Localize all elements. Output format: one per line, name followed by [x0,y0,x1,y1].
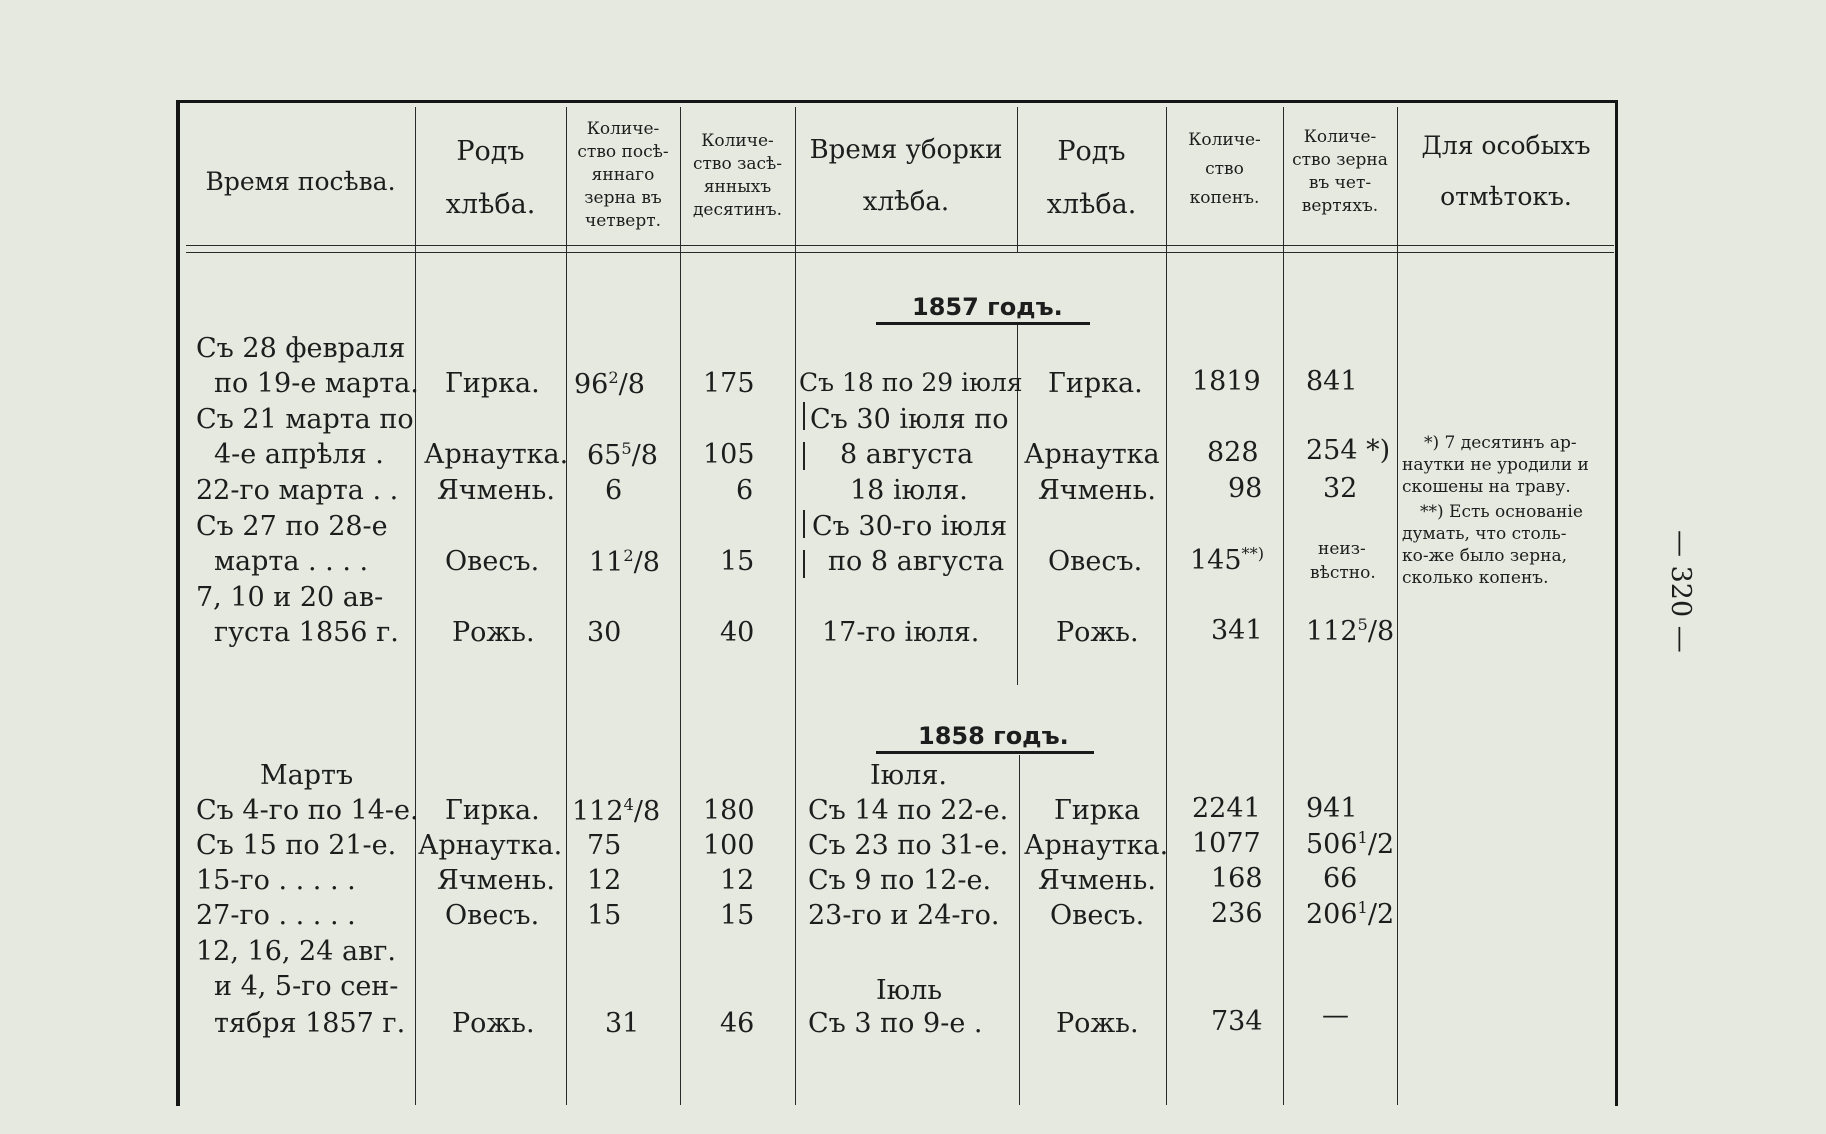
sown-grain: 31 [605,1008,640,1039]
sown-grain: 15 [587,900,622,931]
header-crop-line: хлѣба. [445,189,536,221]
header-line: отмѣтокъ. [1440,181,1572,211]
sheaves-count: 168 [1211,863,1263,894]
year-heading-1858: 1858 годъ. [918,722,1069,750]
header-crop-line: Родъ [456,136,525,167]
grain-count: — [1322,1000,1349,1031]
sown-grain [574,370,645,398]
sown-area: 175 [703,368,755,399]
crop-name-2: Гирка. [1048,368,1143,399]
crop-name: Ячмень. [437,475,555,506]
harvest-time: 18 іюля. [850,475,968,506]
sown-grain: 30 [587,617,622,648]
sown-grain: 12 [587,865,622,896]
harvest-time: Съ 30 іюля по [810,404,1009,435]
sown-grain: 6 [605,475,623,506]
fraction-numerator: 5 [621,439,632,458]
whole-part: 65 [587,440,622,471]
harvest-time: Съ 14 по 22-е. [808,795,1009,826]
crop-name: Арнаутка. [418,830,563,861]
header-crop [415,136,566,220]
whole-part: 112 [572,796,624,827]
column-divider [1397,107,1398,1105]
grain-count: 32 [1323,473,1358,504]
header-sowing-time: Время посѣва. [205,167,396,196]
sowing-time: Съ 15 по 21-е. [196,830,397,861]
column-divider [1019,755,1020,1105]
sown-grain [587,441,658,469]
sheaves-count: 1077 [1192,828,1261,859]
header-line: зерна въ [584,187,662,208]
sown-area: 46 [720,1008,755,1039]
header-line: Время уборки [809,135,1003,165]
sowing-time: Съ 21 марта по [196,404,414,435]
sowing-time: 4-е апрѣля . [214,439,384,470]
fraction-numerator: 1 [1357,898,1368,917]
header-line: ство [1205,158,1244,179]
bracket [803,402,805,430]
crop-name: Ячмень. [437,865,555,896]
sown-area: 105 [703,439,755,470]
harvest-time: Съ 9 по 12-е. [808,865,992,896]
crop-name-2: Арнаутка. [1024,830,1169,861]
sowing-time: 15-го . . . . . [196,865,356,896]
header-rule [186,252,1614,253]
whole-part: 112 [1306,616,1358,647]
header-sown-grain [566,118,680,233]
column-divider [795,107,796,1105]
year-heading-1857: 1857 годъ. [912,293,1063,321]
sowing-time: марта . . . . [214,546,369,577]
sheaves-count: 341 [1211,615,1263,646]
header-line: Родъ [1057,136,1126,167]
sown-area: 180 [703,795,755,826]
harvest-time: по 8 августа [828,546,1005,577]
header-line: Количе- [1303,127,1377,147]
footnote-line: наутки не уродили и [1402,455,1589,475]
sowing-time: Съ 28 февраля [196,333,406,364]
sown-grain [572,797,660,825]
fraction-denominator: /8 [633,796,661,827]
whole-part: 506 [1306,829,1358,860]
header-rule [186,245,1614,246]
grain-count: 841 [1306,366,1358,397]
grain-count [1306,830,1394,858]
grain-count: 66 [1323,863,1358,894]
sheaves-count: 734 [1211,1006,1263,1037]
sowing-time: 22-го марта . . [196,475,399,506]
fraction-numerator: 2 [608,368,619,387]
column-divider [1283,107,1284,1105]
column-divider [415,107,416,1105]
sown-area: 15 [720,546,755,577]
sheaves-count: 98 [1228,473,1263,504]
header-line: хлѣба. [1046,189,1137,221]
crop-name-2: Овесъ. [1050,900,1145,931]
footnote-line: скошены на траву. [1402,477,1571,497]
header-line: Количе- [1188,130,1261,150]
fraction-denominator: /2 [1367,829,1395,860]
bracket [803,510,805,538]
header-sheaves [1166,126,1283,213]
harvest-time: 8 августа [840,439,974,470]
fraction-numerator: 5 [1357,615,1368,634]
crop-name: Овесъ. [445,546,540,577]
header-line: вертяхъ. [1301,195,1379,216]
year-underline [876,751,1094,754]
fraction-numerator: 4 [623,795,634,814]
header-line: копенъ. [1189,187,1260,208]
crop-name-2: Арнаутка [1024,439,1160,470]
sown-area: 40 [720,617,755,648]
whole-part: 206 [1306,899,1358,930]
header-line: ство посѣ- [577,141,669,162]
grain-count: 941 [1306,793,1358,824]
sown-area: 100 [703,830,755,861]
crop-name-2: Рожь. [1056,1008,1139,1039]
header-line: яннаго [591,164,655,185]
grain-count: 254 *) [1306,435,1391,466]
harvest-time: 23-го и 24-го. [808,900,1000,931]
fraction-denominator: /8 [618,369,645,400]
header-grain [1283,126,1397,218]
footnote-line: сколько копенъ. [1402,568,1549,588]
sown-grain: 75 [587,830,622,861]
bracket [803,442,805,470]
header-harvest-time [795,136,1017,218]
page-number: — 320 — [1665,530,1696,653]
sheaves-count: 2241 [1192,793,1261,824]
header-line: ство зерна [1292,149,1388,170]
grain-count [1306,617,1394,645]
crop-name-2: Гирка [1054,795,1141,826]
sowing-time: и 4, 5-го сен- [214,971,399,1002]
crop-name: Овесъ. [445,900,540,931]
sowing-time: густа 1856 г. [214,617,399,648]
harvest-time: 17-го іюля. [822,617,980,648]
header-line: четверт. [584,210,662,231]
footnote-mark: **) [1241,544,1265,563]
header-line: въ чет- [1308,172,1372,193]
crop-name: Гирка. [445,368,540,399]
year-underline [876,322,1090,325]
header-line: Для особыхъ [1421,131,1591,160]
harvest-time: Съ 23 по 31-е. [808,830,1009,861]
sheaves-count: 236 [1211,898,1263,929]
crop-name: Рожь. [452,617,535,648]
grain-count [1310,538,1376,586]
footnote-line: *) 7 десятинъ ар- [1424,433,1577,453]
column-divider [680,107,681,1105]
sowing-time: Съ 4-го по 14-е. [196,795,419,826]
footnote-line: ко-же было зерна, [1402,546,1567,566]
sown-area: 12 [720,865,755,896]
footnote-line: думать, что столь- [1402,524,1567,544]
header-line: хлѣба. [862,186,950,217]
header-line: янныхъ [703,176,772,197]
harvest-time: Съ 3 по 9-е . [808,1008,983,1039]
whole-part: 96 [574,369,609,400]
sowing-time: 7, 10 и 20 ав- [196,582,384,613]
sown-area: 15 [720,900,755,931]
month-label: Іюль [876,975,943,1006]
sowing-time: по 19-е марта. [214,368,419,399]
sowing-time: 27-го . . . . . [196,900,356,931]
sheaves-count [1190,546,1264,574]
column-divider [1166,107,1167,1105]
sheaves-count: 828 [1207,437,1259,468]
fraction-numerator: 2 [623,546,634,565]
fraction-denominator: /8 [631,440,658,471]
fraction-numerator: 1 [1357,828,1368,847]
header-notes [1397,132,1615,212]
crop-name: Гирка. [445,795,540,826]
header-line: Количе- [701,131,774,151]
sown-grain [589,548,660,576]
header-sown-area [680,130,795,222]
header-line: десятинъ. [692,199,783,220]
month-label: Мартъ [260,760,354,791]
crop-name: Арнаутка. [424,439,569,470]
crop-name-2: Ячмень. [1038,475,1156,506]
fraction-denominator: /8 [1367,616,1395,647]
crop-name-2: Овесъ. [1048,546,1143,577]
grain-line: неиз- [1318,539,1366,559]
footnote-line: **) Есть основаніе [1420,502,1583,522]
crop-name-2: Рожь. [1056,617,1139,648]
crop-name-2: Ячмень. [1038,865,1156,896]
whole-part: 11 [589,547,624,578]
column-divider [566,107,567,1105]
sowing-time: Съ 27 по 28-е [196,511,388,542]
sowing-time: тября 1857 г. [214,1008,406,1039]
sheaves-value: 145 [1190,545,1242,576]
month-label: Іюля. [870,760,947,791]
harvest-time: Съ 30-го іюля [812,511,1008,542]
fraction-denominator: /2 [1367,899,1395,930]
header-crop-2 [1017,136,1166,220]
harvest-time: Съ 18 по 29 іюля [799,368,1023,397]
sheaves-count: 1819 [1192,366,1261,397]
grain-line: вѣстно. [1310,562,1376,583]
header-line: Количе- [586,119,660,139]
sown-area: 6 [736,475,754,506]
grain-count [1306,900,1394,928]
header-line: ство засѣ- [692,153,783,174]
fraction-denominator: /8 [633,547,660,578]
sowing-time: 12, 16, 24 авг. [196,936,397,967]
crop-name: Рожь. [452,1008,535,1039]
bracket [803,550,805,578]
